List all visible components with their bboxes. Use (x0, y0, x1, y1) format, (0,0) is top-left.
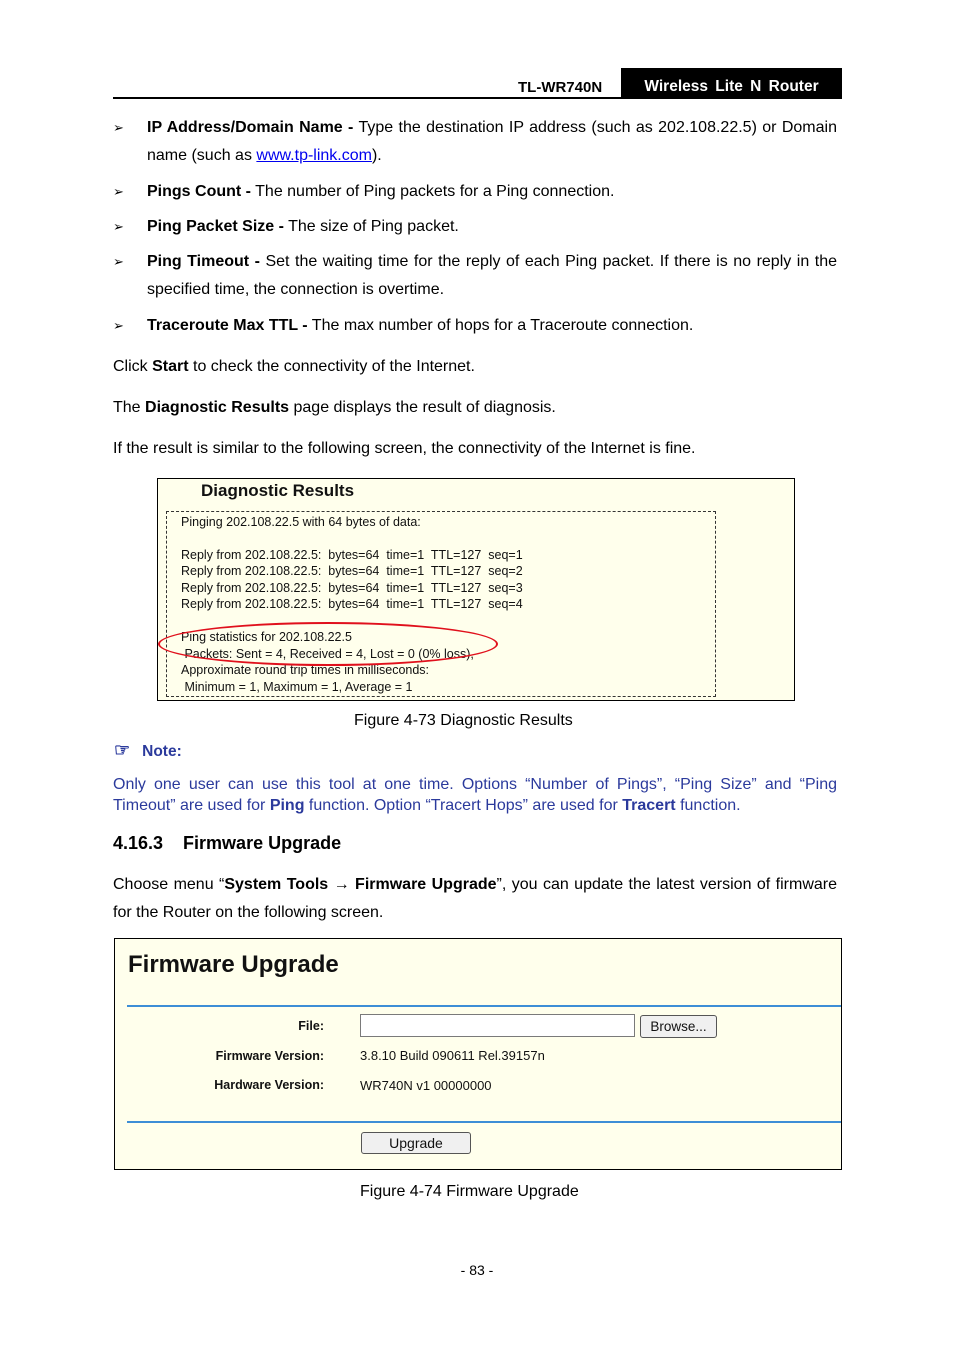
browse-button[interactable]: Browse... (640, 1015, 717, 1038)
paragraph-diagnostic (113, 394, 837, 422)
bullet-term: Traceroute Max TTL - (147, 317, 308, 334)
note-label: Note: (142, 743, 182, 760)
bullet-text: Type the destination IP address (such as 202.108.22.5) or Domain name (such as (147, 119, 837, 164)
bullet-ping-timeout (113, 248, 837, 304)
firmware-version-value: 3.8.10 Build 090611 Rel.39157n (360, 1048, 545, 1063)
firmware-title: Firmware Upgrade (128, 951, 339, 978)
bullet-traceroute-ttl (113, 312, 837, 340)
section-heading: 4.16.3 Firmware Upgrade (113, 833, 342, 853)
bullet-term: IP Address/Domain Name - (147, 119, 354, 136)
hardware-version-value: WR740N v1 00000000 (360, 1078, 492, 1093)
bullet-ping-packet-size (113, 213, 837, 241)
panel-rule-bottom (127, 1121, 841, 1123)
text-bold: System Tools (224, 876, 329, 893)
bullet-arrow-icon: ➢ (113, 318, 124, 333)
diagnostic-results-panel (157, 478, 795, 701)
diag-line: Reply from 202.108.22.5: bytes=64 time=1 TTL=127 seq=1 (181, 548, 523, 562)
paragraph-result: If the result is similar to the following screen, the connectivity of the Internet is fine. (113, 440, 696, 457)
header-model: TL-WR740N (518, 79, 603, 96)
diagnostic-output-box (166, 511, 716, 697)
text: Only one user can use this tool at one time. Options “Number of Pings”, “Ping Size” and “Ping Timeout” are used for (113, 776, 837, 814)
text: Choose menu “ (113, 876, 225, 893)
bullet-pings-count (113, 178, 837, 206)
diag-line: Reply from 202.108.22.5: bytes=64 time=1 TTL=127 seq=4 (181, 597, 523, 611)
diag-line: Minimum = 1, Maximum = 1, Average = 1 (181, 680, 413, 694)
diag-line: Pinging 202.108.22.5 with 64 bytes of data: (181, 515, 421, 529)
bullet-term: Ping Timeout - (147, 253, 260, 270)
note-text (113, 774, 837, 816)
file-label: File: (298, 1019, 324, 1033)
figure-caption-74: Figure 4-74 Firmware Upgrade (360, 1183, 579, 1200)
diag-line: Reply from 202.108.22.5: bytes=64 time=1 TTL=127 seq=3 (181, 581, 523, 595)
text: page displays the result of diagnosis. (289, 399, 556, 416)
header-rule (113, 97, 842, 99)
bullet-text-end: ). (371, 147, 382, 164)
firmware-version-label: Firmware Version: (215, 1049, 324, 1063)
firmware-upgrade-panel (114, 938, 842, 1170)
bullet-arrow-icon: ➢ (113, 254, 124, 269)
bullet-arrow-icon: ➢ (113, 120, 124, 135)
bullet-text: The size of Ping packet. (283, 218, 459, 235)
paragraph-menu (113, 871, 837, 927)
text: ”, you can update the latest version of firmware for the Router on the following screen. (113, 876, 837, 921)
figure-caption-73: Figure 4-73 Diagnostic Results (354, 712, 573, 729)
text-bold: Diagnostic Results (145, 399, 290, 416)
text-bold: Ping (269, 797, 305, 814)
pointing-hand-icon: ☞ (114, 740, 131, 760)
hardware-version-label: Hardware Version: (214, 1078, 324, 1092)
diag-line: Ping statistics for 202.108.22.5 (181, 630, 352, 644)
diag-line: Approximate round trip times in milliseconds: (181, 663, 430, 677)
text: The (113, 399, 146, 416)
page-number: - 83 - (460, 1262, 494, 1278)
bullet-ip-address (113, 114, 837, 170)
bullet-arrow-icon: ➢ (113, 219, 124, 234)
panel-rule-top (127, 1005, 841, 1007)
bullet-text: Set the waiting time for the reply of each Ping packet. If there is no reply in the specified time, the connection is overtime. (147, 253, 837, 298)
bullet-text: The max number of hops for a Traceroute connection. (307, 317, 694, 334)
bullet-arrow-icon: ➢ (113, 184, 124, 199)
file-input[interactable] (360, 1014, 635, 1037)
diagnostic-title: Diagnostic Results (201, 481, 355, 500)
text: Click (113, 358, 153, 375)
text: to check the connectivity of the Internet. (188, 358, 475, 375)
header-product: Wireless Lite N Router (621, 68, 842, 99)
text-bold: Firmware Upgrade (355, 876, 497, 893)
text-bold: Tracert (622, 797, 676, 814)
diag-line: Packets: Sent = 4, Received = 4, Lost = 0 (0% loss), (181, 647, 474, 661)
bullet-term: Ping Packet Size - (147, 218, 284, 235)
diag-line: Reply from 202.108.22.5: bytes=64 time=1 TTL=127 seq=2 (181, 564, 523, 578)
upgrade-button[interactable]: Upgrade (361, 1132, 471, 1154)
arrow-icon: → (328, 876, 356, 893)
note-header (114, 740, 182, 761)
bullet-text: The number of Ping packets for a Ping connection. (250, 183, 615, 200)
highlight-circle (158, 622, 498, 666)
paragraph-click-start (113, 353, 837, 381)
text-bold: Start (152, 358, 189, 375)
text: function. Option “Tracert Hops” are used for (304, 797, 623, 814)
text: function. (675, 797, 741, 814)
bullet-term: Pings Count - (147, 183, 251, 200)
tp-link-url[interactable]: www.tp-link.com (256, 147, 372, 164)
